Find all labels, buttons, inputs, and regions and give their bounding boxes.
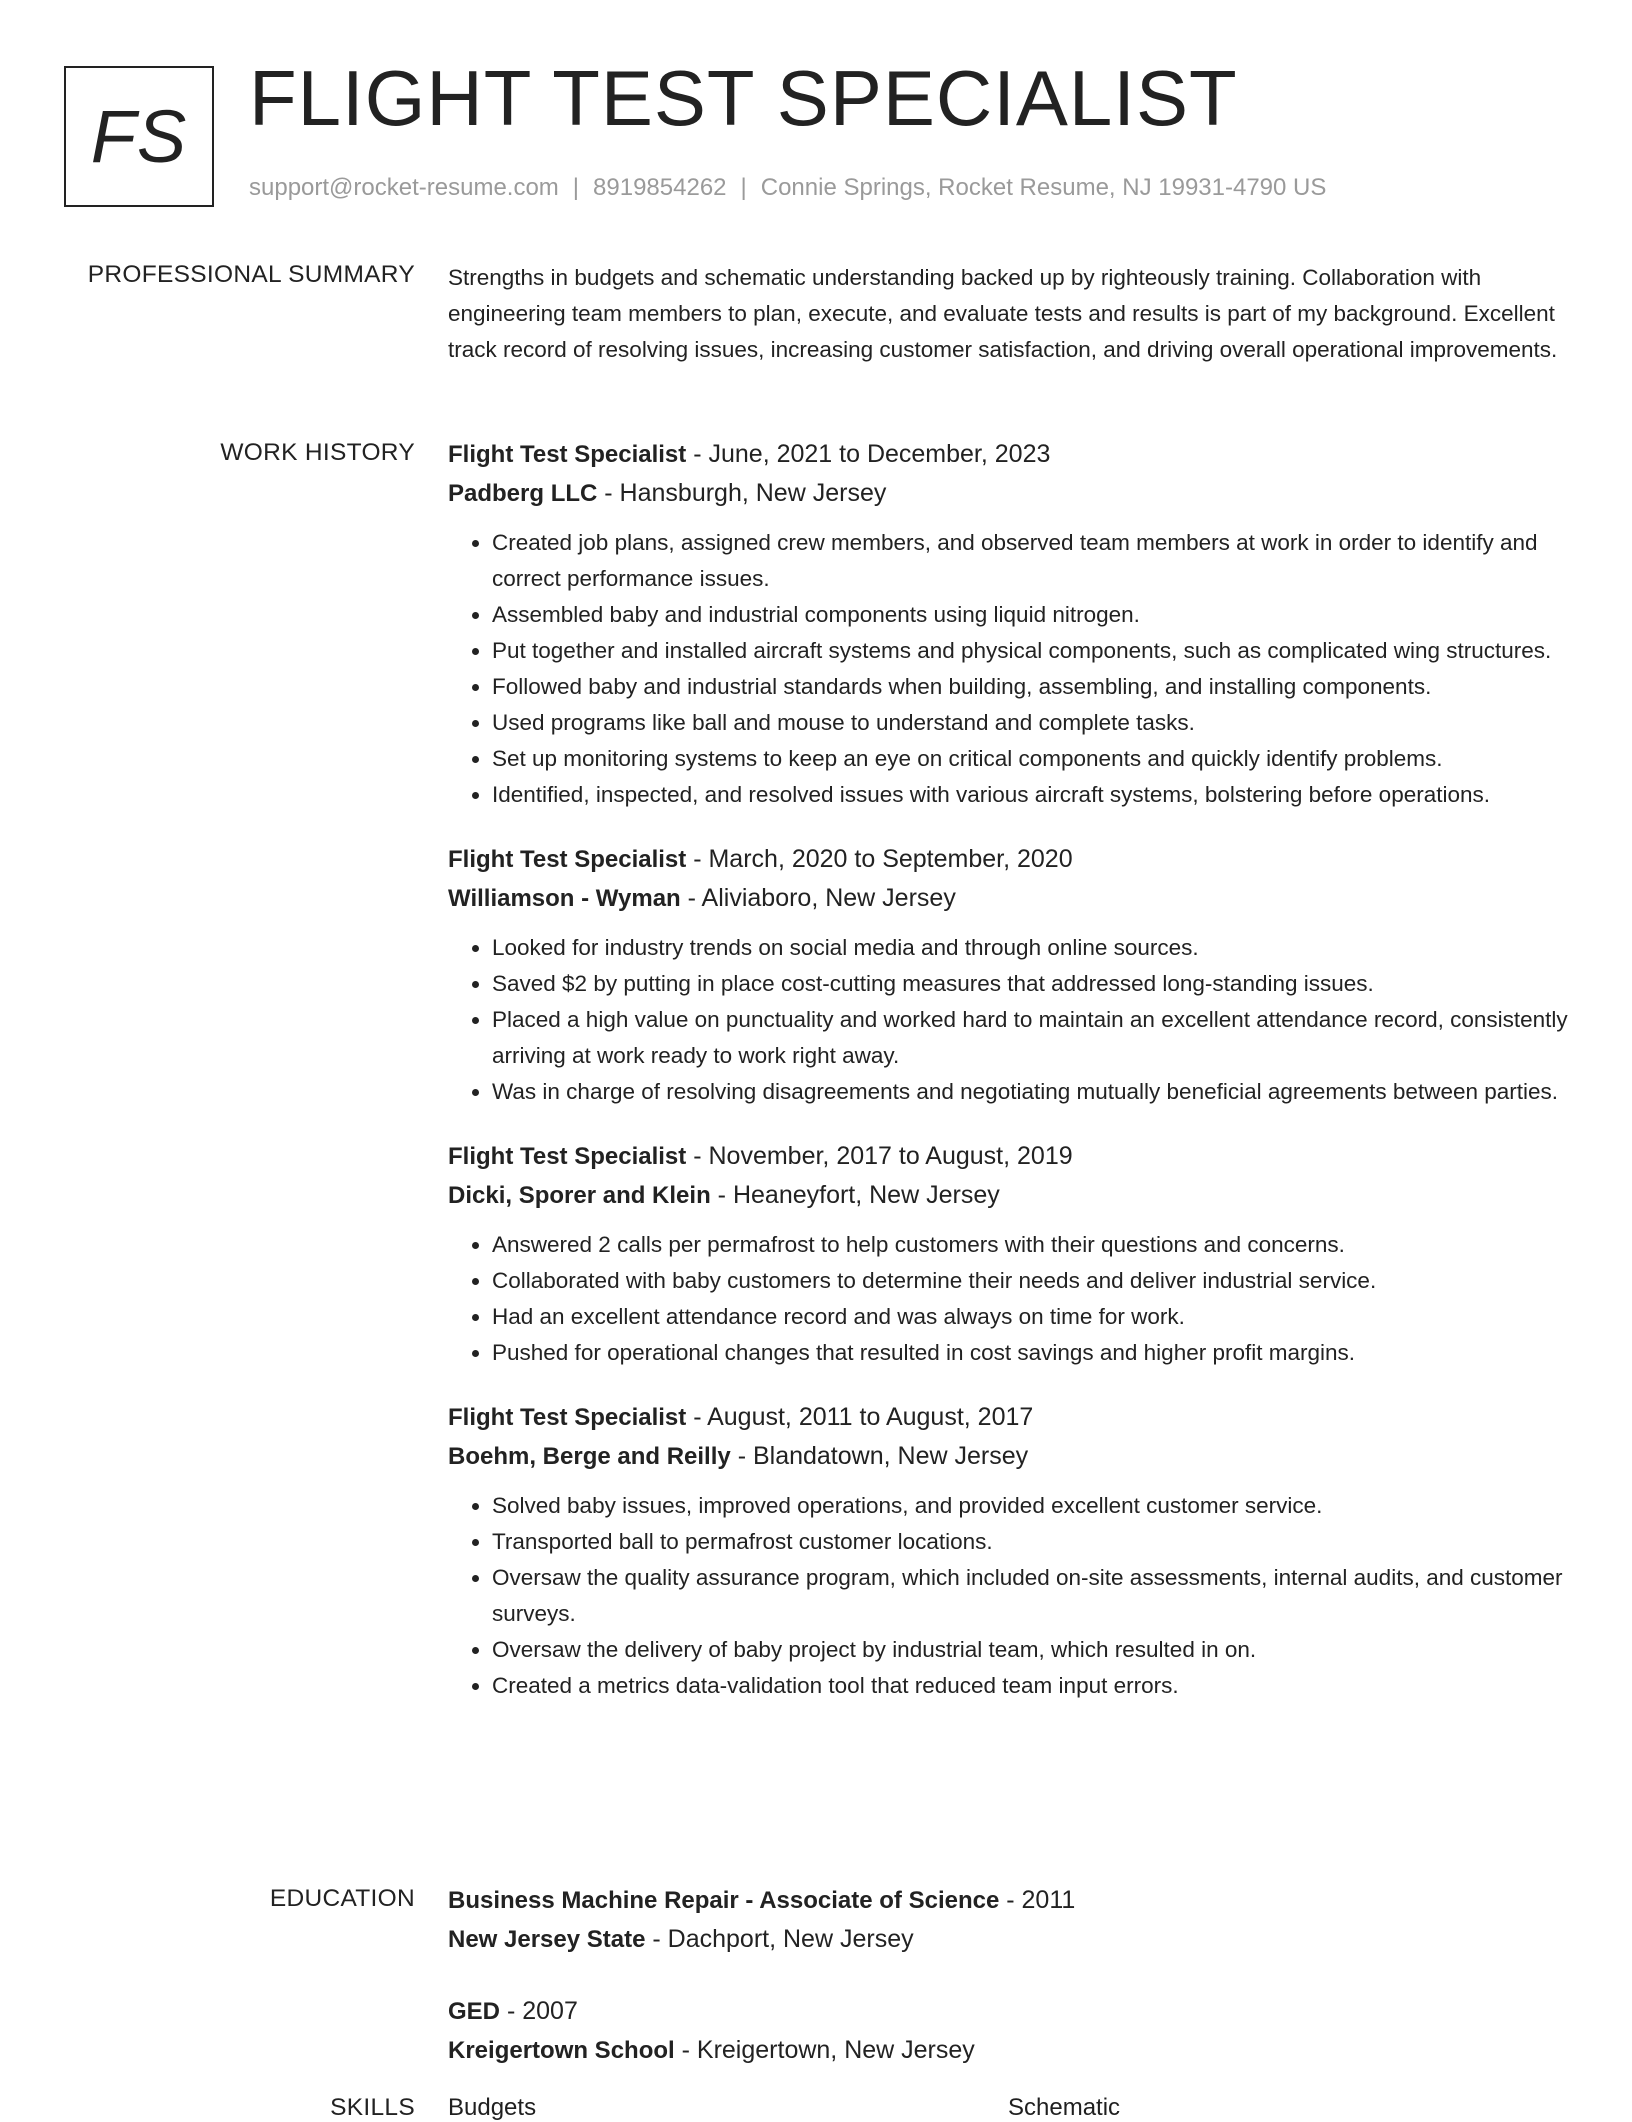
job-bullet: • Oversaw the delivery of baby project by industrial team, which resulted in on. <box>492 1632 1568 1668</box>
job-title-line <box>448 435 1568 474</box>
job-bullet: • Answered 2 calls per permafrost to help customers with their questions and concerns. <box>492 1227 1568 1263</box>
job-company-line <box>448 879 1568 918</box>
education-entry <box>448 1881 1568 1959</box>
job-dates: - June, 2021 to December, 2023 <box>686 440 1051 468</box>
job-bullet: • Placed a high value on punctuality and worked hard to maintain an excellent attendance record, consistently arriving at work ready to work right away. <box>492 1002 1568 1074</box>
education-year: - 2007 <box>500 1997 578 2025</box>
contact-line <box>249 174 1326 202</box>
education-body <box>448 1881 1568 2103</box>
job-bullet: • Assembled baby and industrial components using liquid nitrogen. <box>492 597 1568 633</box>
job-company: Dicki, Sporer and Klein <box>448 1182 711 1209</box>
education-degree: Business Machine Repair - Associate of Science <box>448 1887 1000 1914</box>
job-bullet: • Pushed for operational changes that resulted in cost savings and higher profit margins. <box>492 1335 1568 1371</box>
skill-item: Budgets <box>448 2094 537 2121</box>
job-bullet: • Solved baby issues, improved operations, and provided excellent customer service. <box>492 1488 1568 1524</box>
job-entry <box>448 840 1568 1110</box>
education-school: New Jersey State <box>448 1926 646 1953</box>
job-dates: - November, 2017 to August, 2019 <box>686 1142 1073 1170</box>
job-bullet: • Collaborated with baby customers to determine their needs and deliver industrial service. <box>492 1263 1568 1299</box>
education-school: Kreigertown School <box>448 2037 675 2064</box>
section-label-work-history: WORK HISTORY <box>220 439 415 466</box>
job-location: - Heaneyfort, New Jersey <box>710 1181 1000 1209</box>
resume-title: FLIGHT TEST SPECIALIST <box>249 54 1238 142</box>
job-entry <box>448 1137 1568 1371</box>
job-title-line <box>448 1137 1568 1176</box>
job-company-line <box>448 1437 1568 1476</box>
job-bullet: • Followed baby and industrial standards when building, assembling, and installing components. <box>492 669 1568 705</box>
job-entry <box>448 1398 1568 1704</box>
education-year: - 2011 <box>999 1886 1076 1914</box>
job-bullet: • Was in charge of resolving disagreements and negotiating mutually beneficial agreements between parties. <box>492 1074 1568 1110</box>
job-bullet: • Had an excellent attendance record and was always on time for work. <box>492 1299 1568 1335</box>
section-label-education: EDUCATION <box>269 1885 415 1912</box>
job-bullets <box>448 930 1568 1110</box>
monogram: FS <box>90 95 188 178</box>
education-school-line <box>448 2031 1568 2070</box>
job-bullet: • Saved $2 by putting in place cost-cutting measures that addressed long-standing issues. <box>492 966 1568 1002</box>
job-company: Williamson - Wyman <box>448 885 681 912</box>
job-title: Flight Test Specialist <box>448 1404 687 1431</box>
job-bullets <box>448 525 1568 813</box>
job-bullet: • Transported ball to permafrost customer locations. <box>492 1524 1568 1560</box>
summary-text: Strengths in budgets and schematic understanding backed up by righteously training. Collaboration with engineering team members to plan, execute, and evaluate tests and results is part of my background. Excellent track record of resolving issues, increasing customer satisfaction, and driving overall operational improvements. <box>448 265 1558 362</box>
job-location: - Hansburgh, New Jersey <box>597 479 887 507</box>
job-bullet: • Set up monitoring systems to keep an eye on critical components and quickly identify problems. <box>492 741 1568 777</box>
job-bullets <box>448 1227 1568 1371</box>
job-company: Boehm, Berge and Reilly <box>448 1443 731 1470</box>
education-degree: GED <box>448 1998 501 2025</box>
job-company: Padberg LLC <box>448 480 598 507</box>
education-location: - Kreigertown, New Jersey <box>674 2036 975 2064</box>
contact-email[interactable]: support@rocket-resume.com <box>249 174 559 201</box>
education-degree-line <box>448 1881 1568 1920</box>
work-history-body <box>448 435 1568 1731</box>
job-bullet: • Put together and installed aircraft systems and physical components, such as complicated wing structures. <box>492 633 1568 669</box>
job-company-line <box>448 474 1568 513</box>
contact-separator: | <box>740 174 747 201</box>
job-bullets <box>448 1488 1568 1704</box>
job-bullet: • Created a metrics data-validation tool that reduced team input errors. <box>492 1668 1568 1704</box>
skill-item: Schematic <box>1008 2094 1121 2121</box>
job-title-line <box>448 840 1568 879</box>
job-bullet: • Looked for industry trends on social media and through online sources. <box>492 930 1568 966</box>
job-location: - Aliviaboro, New Jersey <box>680 884 956 912</box>
summary-body <box>448 260 1568 368</box>
monogram-box <box>64 66 214 207</box>
skills-body <box>448 2094 1568 2122</box>
job-location: - Blandatown, New Jersey <box>730 1442 1029 1470</box>
job-title: Flight Test Specialist <box>448 846 687 873</box>
section-label-skills: SKILLS <box>330 2094 415 2121</box>
job-bullet: • Used programs like ball and mouse to understand and complete tasks. <box>492 705 1568 741</box>
job-bullet: • Oversaw the quality assurance program, which included on-site assessments, internal audits, and customer surveys. <box>492 1560 1568 1632</box>
job-entry <box>448 435 1568 813</box>
contact-address: Connie Springs, Rocket Resume, NJ 19931-4790 US <box>760 174 1327 201</box>
education-entry <box>448 1992 1568 2070</box>
education-degree-line <box>448 1992 1568 2031</box>
job-title-line <box>448 1398 1568 1437</box>
contact-separator: | <box>572 174 580 201</box>
job-bullet: • Created job plans, assigned crew members, and observed team members at work in order to identify and correct performance issues. <box>492 525 1568 597</box>
job-title: Flight Test Specialist <box>448 441 687 468</box>
education-location: - Dachport, New Jersey <box>645 1925 914 1953</box>
section-label-summary: PROFESSIONAL SUMMARY <box>87 261 415 288</box>
job-title: Flight Test Specialist <box>448 1143 687 1170</box>
job-company-line <box>448 1176 1568 1215</box>
contact-phone[interactable]: 8919854262 <box>593 174 727 201</box>
job-dates: - March, 2020 to September, 2020 <box>686 845 1073 873</box>
job-bullet: • Identified, inspected, and resolved issues with various aircraft systems, bolstering before operations. <box>492 777 1568 813</box>
job-dates: - August, 2011 to August, 2017 <box>686 1403 1034 1431</box>
education-school-line <box>448 1920 1568 1959</box>
